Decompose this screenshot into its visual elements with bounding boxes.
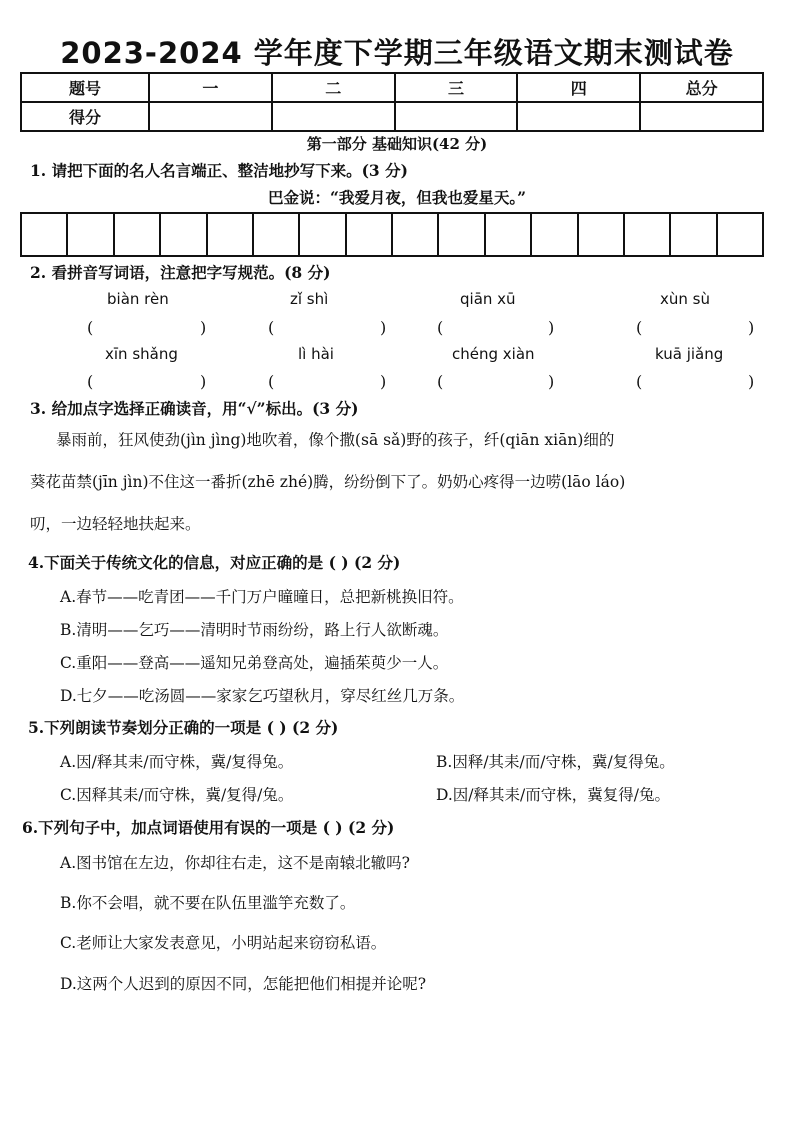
q4-option-a: A.春节——吃青团——千门万户曈曈日，总把新桃换旧符。 — [60, 588, 464, 606]
grid-cell[interactable] — [625, 214, 671, 255]
pinyin: zǐ shì — [290, 290, 329, 308]
pinyin: xùn sù — [660, 290, 710, 308]
q4-option-d: D.七夕——吃汤圆——家家乞巧望秋月，穿尽红丝几万条。 — [60, 687, 465, 705]
q6-stem: 6.下列句子中，加点词语使用有误的一项是 ( ) (2 分) — [22, 818, 395, 837]
q5-stem: 5.下列朗读节奏划分正确的一项是 ( ) (2 分) — [28, 718, 339, 737]
score-cell[interactable] — [272, 102, 395, 131]
answer-paren-close: ) — [748, 318, 755, 337]
grid-cell[interactable] — [486, 214, 532, 255]
q2-stem: 2. 看拼音写词语，注意把字写规范。(8 分) — [30, 263, 331, 282]
answer-paren-open: ( — [268, 372, 275, 391]
grid-cell[interactable] — [439, 214, 485, 255]
grid-cell[interactable] — [393, 214, 439, 255]
q6-option-a: A.图书馆在左边，你却往右走，这不是南辕北辙吗? — [60, 854, 410, 872]
q5-option-b: B.因释/其耒/而/守株，冀/复得兔。 — [436, 753, 675, 771]
grid-cell[interactable] — [671, 214, 717, 255]
q3-passage-line: 暴雨前，狂风使劲(jìn jìng)地吹着，像个撒(sā sǎ)野的孩子，纤(qiān xiān)细的 — [56, 431, 615, 449]
score-table — [20, 72, 764, 132]
answer-paren-open: ( — [437, 372, 444, 391]
score-cell: 得分 — [21, 102, 149, 131]
score-cell: 总分 — [640, 73, 763, 102]
answer-paren-close: ) — [380, 318, 387, 337]
score-cell[interactable] — [149, 102, 272, 131]
pinyin: qiān xū — [460, 290, 516, 308]
answer-paren-open: ( — [636, 318, 643, 337]
grid-cell[interactable] — [161, 214, 207, 255]
grid-cell[interactable] — [68, 214, 114, 255]
pinyin: xīn shǎng — [105, 345, 178, 363]
score-cell[interactable] — [395, 102, 518, 131]
answer-paren-close: ) — [548, 372, 555, 391]
grid-cell[interactable] — [300, 214, 346, 255]
q3-passage-line: 叨，一边轻轻地扶起来。 — [30, 515, 201, 533]
pinyin: lì hài — [298, 345, 334, 363]
part-one-heading: 第一部分 基础知识(42 分) — [306, 135, 488, 153]
q5-option-d: D.因/释其耒/而守株，冀复得/兔。 — [436, 786, 670, 804]
answer-paren-open: ( — [268, 318, 275, 337]
q6-option-d: D.这两个人迟到的原因不同，怎能把他们相提并论呢? — [60, 975, 427, 993]
answer-paren-close: ) — [380, 372, 387, 391]
score-cell: 题号 — [21, 73, 149, 102]
grid-cell[interactable] — [254, 214, 300, 255]
q5-option-c: C.因释其耒/而守株，冀/复得/兔。 — [60, 786, 294, 804]
exam-title: 2023-2024 学年度下学期三年级语文期末测试卷 — [60, 36, 734, 70]
q4-option-c: C.重阳——登高——遥知兄弟登高处，遍插茱萸少一人。 — [60, 654, 449, 672]
q1-stem: 1. 请把下面的名人名言端正、整洁地抄写下来。(3 分) — [30, 161, 408, 180]
answer-paren-open: ( — [87, 318, 94, 337]
grid-cell[interactable] — [347, 214, 393, 255]
q3-passage-line: 葵花苗禁(jīn jìn)不住这一番折(zhē zhé)腾，纷纷倒下了。奶奶心疼得一边唠(lāo láo) — [30, 473, 626, 491]
score-cell: 四 — [517, 73, 640, 102]
answer-paren-close: ) — [200, 372, 207, 391]
grid-cell[interactable] — [22, 214, 68, 255]
q3-stem: 3. 给加点字选择正确读音，用“√”标出。(3 分) — [30, 399, 359, 418]
pinyin: biàn rèn — [107, 290, 169, 308]
answer-paren-close: ) — [548, 318, 555, 337]
q4-option-b: B.清明——乞巧——清明时节雨纷纷，路上行人欲断魂。 — [60, 621, 449, 639]
q6-option-c: C.老师让大家发表意见，小明站起来窃窃私语。 — [60, 934, 387, 952]
pinyin: kuā jiǎng — [655, 345, 724, 363]
score-table-score-row — [21, 102, 763, 131]
q5-option-a: A.因/释其耒/而守株，冀/复得兔。 — [60, 753, 294, 771]
answer-paren-open: ( — [87, 372, 94, 391]
score-cell: 三 — [395, 73, 518, 102]
grid-cell[interactable] — [579, 214, 625, 255]
pinyin: chéng xiàn — [452, 345, 535, 363]
answer-paren-open: ( — [636, 372, 643, 391]
q6-option-b: B.你不会唱，就不要在队伍里滥竽充数了。 — [60, 894, 356, 912]
score-table-header-row — [21, 73, 763, 102]
q1-quote: 巴金说：“我爱月夜，但我也爱星天。” — [267, 188, 527, 207]
grid-cell[interactable] — [208, 214, 254, 255]
answer-paren-open: ( — [437, 318, 444, 337]
score-cell: 二 — [272, 73, 395, 102]
q1-writing-grid[interactable] — [20, 212, 764, 257]
grid-cell[interactable] — [115, 214, 161, 255]
grid-cell[interactable] — [532, 214, 578, 255]
score-cell[interactable] — [640, 102, 763, 131]
answer-paren-close: ) — [748, 372, 755, 391]
score-cell: 一 — [149, 73, 272, 102]
grid-cell[interactable] — [718, 214, 762, 255]
answer-paren-close: ) — [200, 318, 207, 337]
q4-stem: 4.下面关于传统文化的信息，对应正确的是 ( ) (2 分) — [28, 553, 401, 572]
score-cell[interactable] — [517, 102, 640, 131]
